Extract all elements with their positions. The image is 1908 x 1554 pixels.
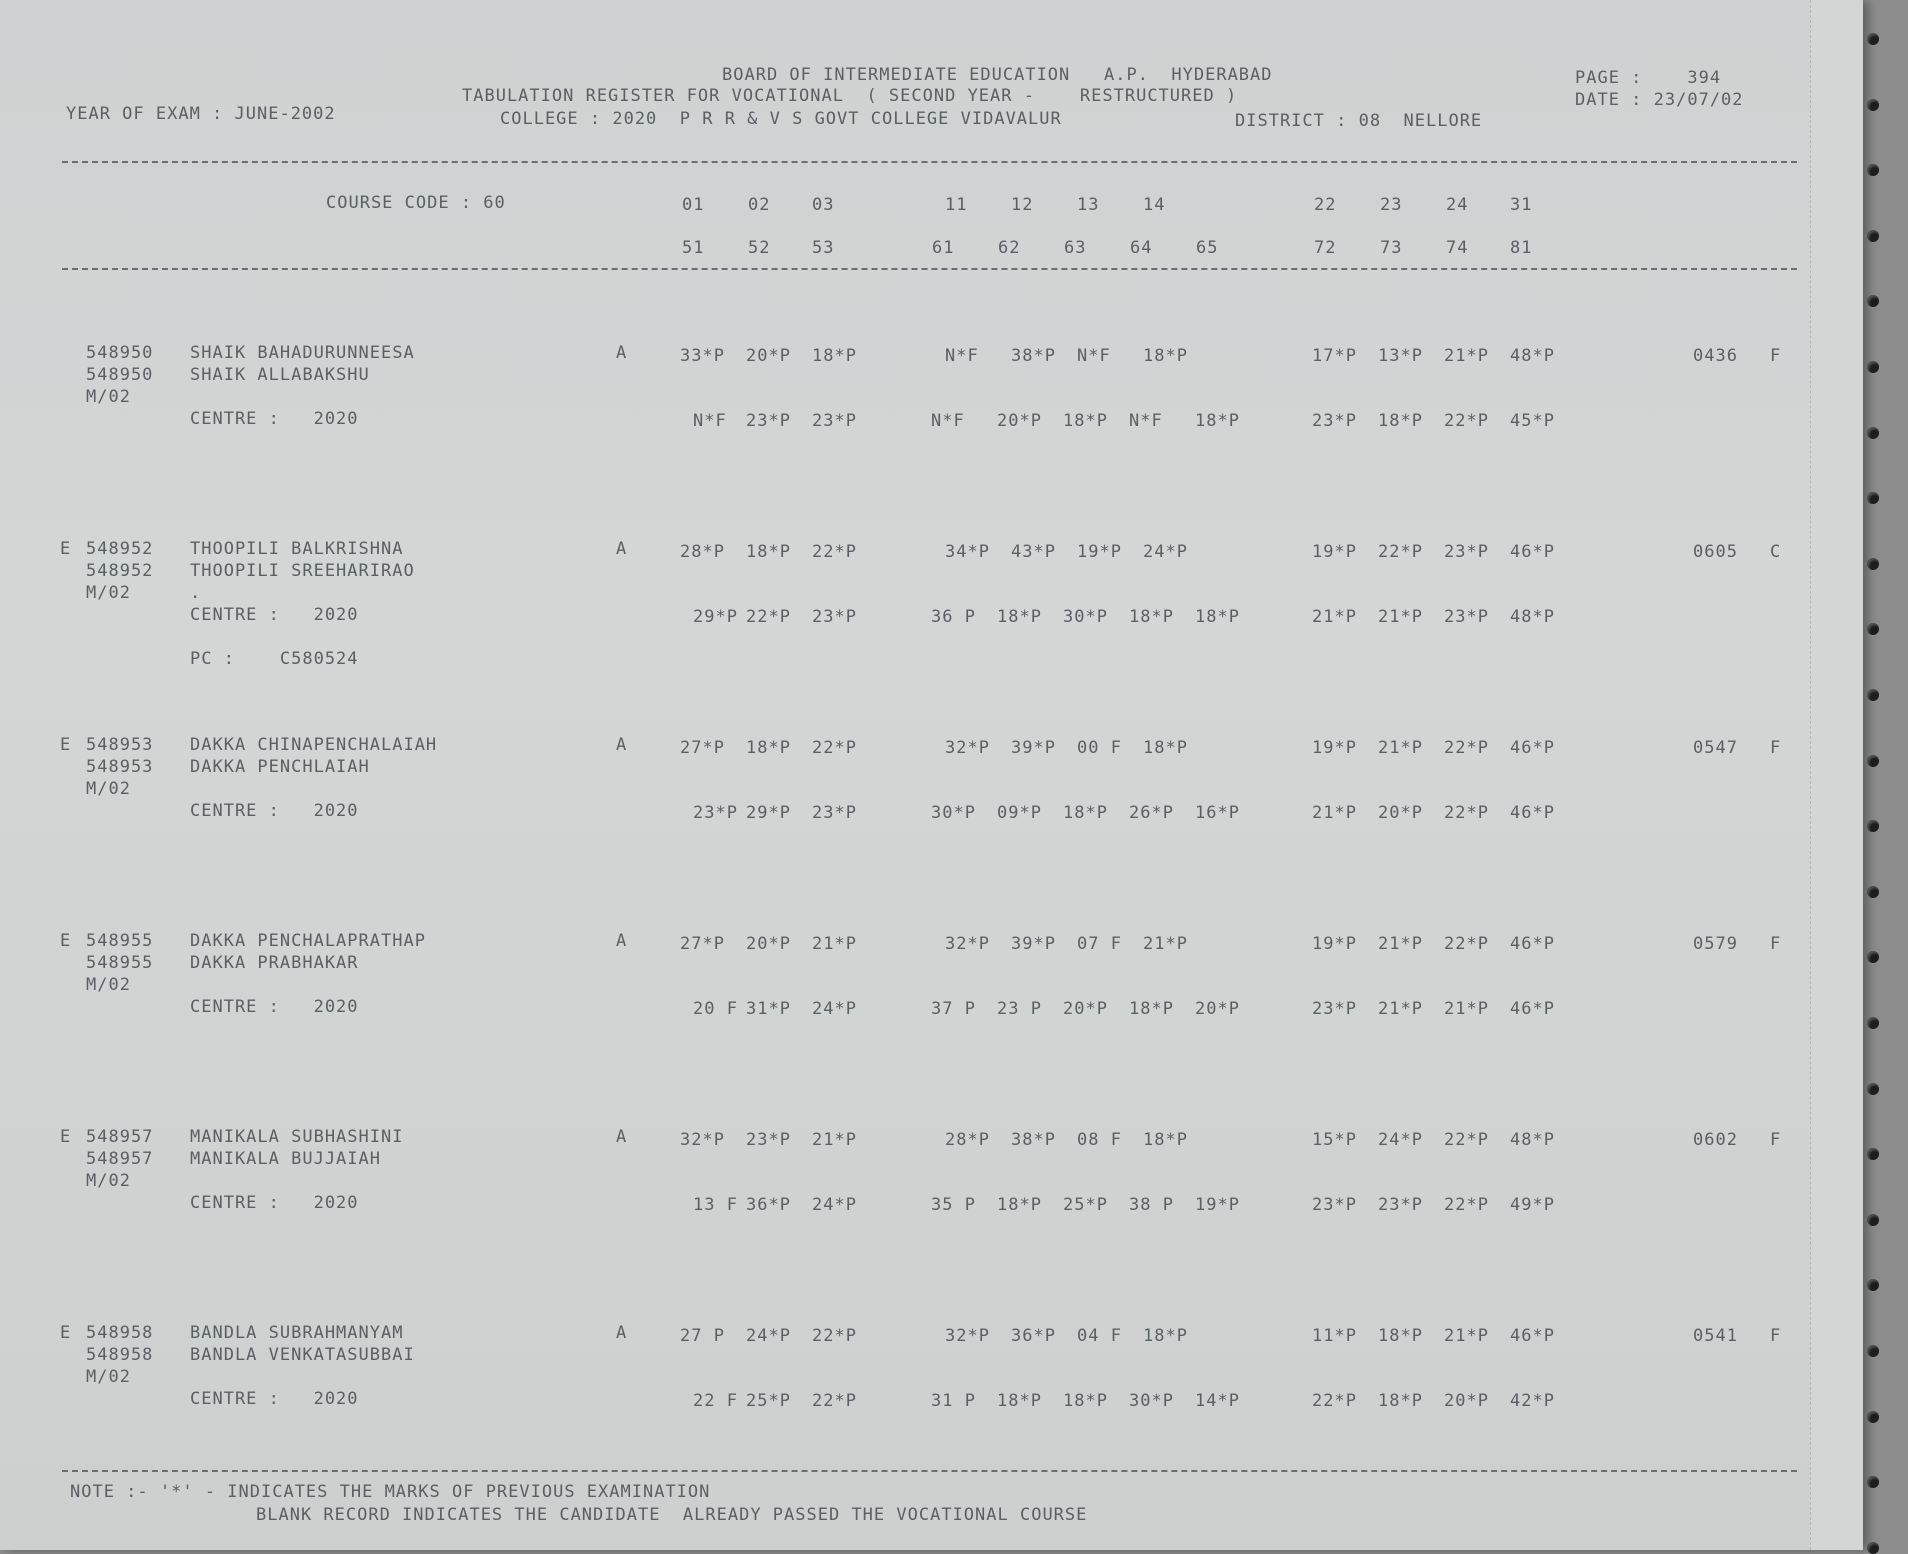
mark-cell: 18*P (997, 607, 1042, 627)
mark-cell: 23*P (812, 803, 857, 823)
mark-cell: 22*P (1444, 1130, 1489, 1150)
course-code: 62 (998, 238, 1021, 258)
record-prefix: E (60, 735, 72, 755)
mark-cell: 13 F (693, 1195, 738, 1215)
month-year-code: M/02 (86, 387, 131, 407)
candidate-name: DAKKA PENCHALAPRATHAP (190, 931, 426, 951)
mark-cell: 39*P (1011, 738, 1056, 758)
record-prefix: E (60, 1127, 72, 1147)
total-marks: 0436 (1693, 346, 1738, 366)
mark-cell: 21*P (1312, 607, 1357, 627)
mark-cell: 29*P (746, 803, 791, 823)
result-code: F (1770, 738, 1782, 758)
mark-cell: 27 P (680, 1326, 725, 1346)
mark-cell: 18*P (997, 1195, 1042, 1215)
course-code: 51 (682, 238, 705, 258)
mark-cell: 46*P (1510, 542, 1555, 562)
candidate-name: MANIKALA SUBHASHINI (190, 1127, 404, 1147)
mark-cell: 21*P (1444, 999, 1489, 1019)
feed-hole (1867, 1214, 1879, 1226)
mark-cell: 37 P (931, 999, 976, 1019)
candidate-name: SHAIK BAHADURUNNEESA (190, 343, 415, 363)
mark-cell: N*F (1129, 411, 1163, 431)
course-code: 31 (1510, 195, 1533, 215)
note-line-1: NOTE :- '*' - INDICATES THE MARKS OF PREVIOUS EXAMINATION (70, 1482, 711, 1502)
mark-cell: 32*P (680, 1130, 725, 1150)
mark-cell: 34*P (945, 542, 990, 562)
mark-cell: 19*P (1195, 1195, 1240, 1215)
mark-cell: 20*P (1063, 999, 1108, 1019)
course-code: 52 (748, 238, 771, 258)
mark-cell: 13*P (1378, 346, 1423, 366)
result-code: C (1770, 542, 1782, 562)
mark-cell: 18*P (812, 346, 857, 366)
feed-hole (1867, 1411, 1879, 1423)
candidate-name: THOOPILI BALKRISHNA (190, 539, 404, 559)
mark-cell: 21*P (1312, 803, 1357, 823)
course-code: 01 (682, 195, 705, 215)
board-title: BOARD OF INTERMEDIATE EDUCATION A.P. HYDERABAD (722, 65, 1273, 85)
pc-number: PC : C580524 (190, 649, 359, 669)
mark-cell: 30*P (1129, 1391, 1174, 1411)
course-code-label: COURSE CODE : 60 (326, 193, 506, 213)
centre-code: CENTRE : 2020 (190, 605, 359, 625)
mark-cell: 18*P (1195, 607, 1240, 627)
feed-hole (1867, 558, 1879, 570)
mark-cell: 20*P (746, 346, 791, 366)
parent-name: MANIKALA BUJJAIAH (190, 1149, 381, 1169)
grade: A (616, 1127, 628, 1147)
mark-cell: 23*P (1312, 1195, 1357, 1215)
feed-hole (1867, 99, 1879, 111)
mark-cell: 23 P (997, 999, 1042, 1019)
course-code: 23 (1380, 195, 1403, 215)
hall-ticket-number: 548952 (86, 561, 154, 581)
feed-hole (1867, 1017, 1879, 1029)
mark-cell: 24*P (812, 999, 857, 1019)
mark-cell: 21*P (1143, 934, 1188, 954)
mark-cell: 22*P (1378, 542, 1423, 562)
mark-cell: 20 F (693, 999, 738, 1019)
mark-cell: 17*P (1312, 346, 1357, 366)
mark-cell: 22*P (1444, 934, 1489, 954)
mark-cell: 45*P (1510, 411, 1555, 431)
course-code: 72 (1314, 238, 1337, 258)
centre-code: CENTRE : 2020 (190, 1193, 359, 1213)
course-code: 13 (1077, 195, 1100, 215)
mark-cell: 11*P (1312, 1326, 1357, 1346)
feed-hole (1867, 1542, 1879, 1554)
parent-name: DAKKA PRABHAKAR (190, 953, 359, 973)
mark-cell: 24*P (746, 1326, 791, 1346)
month-year-code: M/02 (86, 583, 131, 603)
mark-cell: 21*P (812, 934, 857, 954)
feed-hole (1867, 230, 1879, 242)
print-date: DATE : 23/07/02 (1575, 90, 1744, 110)
mark-cell: 22*P (812, 1326, 857, 1346)
mark-cell: 21*P (812, 1130, 857, 1150)
course-code: 73 (1380, 238, 1403, 258)
mark-cell: 38*P (1011, 346, 1056, 366)
mark-cell: 23*P (746, 1130, 791, 1150)
mark-cell: 31*P (746, 999, 791, 1019)
mark-cell: 23*P (1312, 411, 1357, 431)
centre-code: CENTRE : 2020 (190, 1389, 359, 1409)
mark-cell: 25*P (746, 1391, 791, 1411)
mark-cell: 28*P (680, 542, 725, 562)
mark-cell: 22*P (1444, 411, 1489, 431)
feed-hole (1867, 951, 1879, 963)
mark-cell: 21*P (1378, 607, 1423, 627)
hall-ticket-number: 548957 (86, 1149, 154, 1169)
feed-hole (1867, 1279, 1879, 1291)
feed-hole (1867, 820, 1879, 832)
mark-cell: 48*P (1510, 346, 1555, 366)
district-line: DISTRICT : 08 NELLORE (1235, 111, 1483, 131)
mark-cell: 32*P (945, 1326, 990, 1346)
tractor-feed-strip (1810, 0, 1863, 1550)
parent-name: THOOPILI SREEHARIRAO (190, 561, 415, 581)
mark-cell: 25*P (1063, 1195, 1108, 1215)
mark-cell: 23*P (812, 607, 857, 627)
hall-ticket-number: 548950 (86, 365, 154, 385)
mark-cell: 23*P (1378, 1195, 1423, 1215)
feed-hole (1867, 1148, 1879, 1160)
mark-cell: 18*P (1378, 1391, 1423, 1411)
roll-number: 548957 (86, 1127, 154, 1147)
feed-hole (1867, 361, 1879, 373)
centre-code: CENTRE : 2020 (190, 997, 359, 1017)
mark-cell: 00 F (1077, 738, 1122, 758)
mark-cell: 09*P (997, 803, 1042, 823)
mark-cell: 22 F (693, 1391, 738, 1411)
grade: A (616, 1323, 628, 1343)
record-prefix: E (60, 931, 72, 951)
mark-cell: 18*P (1195, 411, 1240, 431)
mark-cell: 24*P (1378, 1130, 1423, 1150)
page-number: PAGE : 394 (1575, 68, 1722, 88)
mark-cell: 23*P (693, 803, 738, 823)
result-code: F (1770, 1130, 1782, 1150)
feed-hole (1867, 755, 1879, 767)
mark-cell: 23*P (1444, 607, 1489, 627)
mark-cell: 35 P (931, 1195, 976, 1215)
feed-hole (1867, 427, 1879, 439)
grade: A (616, 931, 628, 951)
roll-number: 548958 (86, 1323, 154, 1343)
mark-cell: 19*P (1077, 542, 1122, 562)
mark-cell: 18*P (1063, 1391, 1108, 1411)
mark-cell: 23*P (746, 411, 791, 431)
total-marks: 0602 (1693, 1130, 1738, 1150)
feed-hole (1867, 492, 1879, 504)
course-code: 63 (1064, 238, 1087, 258)
centre-code: CENTRE : 2020 (190, 409, 359, 429)
feed-hole (1867, 1476, 1879, 1488)
mark-cell: 14*P (1195, 1391, 1240, 1411)
mark-cell: N*F (945, 346, 979, 366)
mark-cell: 33*P (680, 346, 725, 366)
feed-hole (1867, 164, 1879, 176)
mark-cell: 19*P (1312, 542, 1357, 562)
total-marks: 0547 (1693, 738, 1738, 758)
mark-cell: 22*P (812, 542, 857, 562)
parent-name: DAKKA PENCHLAIAH (190, 757, 370, 777)
month-year-code: M/02 (86, 1171, 131, 1191)
course-code: 61 (932, 238, 955, 258)
course-code: 65 (1196, 238, 1219, 258)
mark-cell: 08 F (1077, 1130, 1122, 1150)
mark-cell: 23*P (1444, 542, 1489, 562)
course-code: 22 (1314, 195, 1337, 215)
feed-hole (1867, 33, 1879, 45)
course-code: 03 (812, 195, 835, 215)
year-of-exam: YEAR OF EXAM : JUNE-2002 (66, 104, 336, 124)
month-year-code: M/02 (86, 1367, 131, 1387)
mark-cell: 18*P (1143, 1326, 1188, 1346)
parent-name: BANDLA VENKATASUBBAI (190, 1345, 415, 1365)
mark-cell: 21*P (1444, 346, 1489, 366)
roll-number: 548953 (86, 735, 154, 755)
rule-header (62, 268, 1797, 270)
mark-cell: 21*P (1378, 738, 1423, 758)
mark-cell: 18*P (1129, 999, 1174, 1019)
rule-top (62, 161, 1797, 163)
mark-cell: 18*P (997, 1391, 1042, 1411)
mark-cell: 19*P (1312, 738, 1357, 758)
result-code: F (1770, 1326, 1782, 1346)
mark-cell: 22*P (1444, 1195, 1489, 1215)
mark-cell: 46*P (1510, 934, 1555, 954)
mark-cell: 20*P (1378, 803, 1423, 823)
mark-cell: 23*P (1312, 999, 1357, 1019)
mark-cell: 21*P (1378, 999, 1423, 1019)
roll-number: 548952 (86, 539, 154, 559)
mark-cell: 27*P (680, 934, 725, 954)
record-prefix: E (60, 539, 72, 559)
mark-cell: 18*P (1143, 346, 1188, 366)
mark-cell: 39*P (1011, 934, 1056, 954)
mark-cell: 48*P (1510, 607, 1555, 627)
mark-cell: 46*P (1510, 1326, 1555, 1346)
mark-cell: 15*P (1312, 1130, 1357, 1150)
mark-cell: 26*P (1129, 803, 1174, 823)
mark-cell: 43*P (1011, 542, 1056, 562)
mark-cell: 48*P (1510, 1130, 1555, 1150)
mark-cell: 18*P (1063, 411, 1108, 431)
mark-cell: 22*P (1444, 803, 1489, 823)
note-line-2: BLANK RECORD INDICATES THE CANDIDATE ALREADY PASSED THE VOCATIONAL COURSE (256, 1505, 1088, 1525)
feed-hole (1867, 1345, 1879, 1357)
mark-cell: 18*P (1378, 411, 1423, 431)
mark-cell: 18*P (746, 738, 791, 758)
centre-code: CENTRE : 2020 (190, 801, 359, 821)
result-code: F (1770, 934, 1782, 954)
mark-cell: 31 P (931, 1391, 976, 1411)
mark-cell: 04 F (1077, 1326, 1122, 1346)
hall-ticket-number: 548953 (86, 757, 154, 777)
mark-cell: N*F (693, 411, 727, 431)
course-code: 53 (812, 238, 835, 258)
mark-cell: 21*P (1378, 934, 1423, 954)
course-code: 81 (1510, 238, 1533, 258)
mark-cell: 22*P (746, 607, 791, 627)
course-code: 14 (1143, 195, 1166, 215)
mark-cell: 36*P (1011, 1326, 1056, 1346)
mark-cell: 07 F (1077, 934, 1122, 954)
feed-hole (1867, 689, 1879, 701)
mark-cell: 46*P (1510, 803, 1555, 823)
mark-cell: 30*P (931, 803, 976, 823)
mark-cell: 16*P (1195, 803, 1240, 823)
mark-cell: 22*P (1444, 738, 1489, 758)
mark-cell: 29*P (693, 607, 738, 627)
mark-cell: 49*P (1510, 1195, 1555, 1215)
mark-cell: 18*P (1063, 803, 1108, 823)
mark-cell: N*F (931, 411, 965, 431)
hall-ticket-number: 548958 (86, 1345, 154, 1365)
course-code: 11 (945, 195, 968, 215)
grade: A (616, 735, 628, 755)
feed-hole (1867, 295, 1879, 307)
mark-cell: N*F (1077, 346, 1111, 366)
total-marks: 0605 (1693, 542, 1738, 562)
mark-cell: 22*P (812, 738, 857, 758)
mark-cell: 18*P (1143, 1130, 1188, 1150)
mark-cell: 28*P (945, 1130, 990, 1150)
record-mark: . (190, 583, 202, 603)
mark-cell: 46*P (1510, 999, 1555, 1019)
roll-number: 548950 (86, 343, 154, 363)
mark-cell: 20*P (1444, 1391, 1489, 1411)
mark-cell: 19*P (1312, 934, 1357, 954)
mark-cell: 36*P (746, 1195, 791, 1215)
mark-cell: 32*P (945, 738, 990, 758)
course-code: 74 (1446, 238, 1469, 258)
course-code: 64 (1130, 238, 1153, 258)
mark-cell: 46*P (1510, 738, 1555, 758)
mark-cell: 24*P (1143, 542, 1188, 562)
college-line: COLLEGE : 2020 P R R & V S GOVT COLLEGE VIDAVALUR (500, 109, 1062, 129)
mark-cell: 22*P (812, 1391, 857, 1411)
register-title: TABULATION REGISTER FOR VOCATIONAL ( SECOND YEAR - RESTRUCTURED ) (462, 86, 1238, 106)
mark-cell: 21*P (1444, 1326, 1489, 1346)
mark-cell: 18*P (1129, 607, 1174, 627)
mark-cell: 38 P (1129, 1195, 1174, 1215)
month-year-code: M/02 (86, 779, 131, 799)
hall-ticket-number: 548955 (86, 953, 154, 973)
mark-cell: 36 P (931, 607, 976, 627)
mark-cell: 20*P (1195, 999, 1240, 1019)
mark-cell: 38*P (1011, 1130, 1056, 1150)
candidate-name: BANDLA SUBRAHMANYAM (190, 1323, 404, 1343)
course-code: 02 (748, 195, 771, 215)
mark-cell: 24*P (812, 1195, 857, 1215)
course-code: 24 (1446, 195, 1469, 215)
mark-cell: 20*P (746, 934, 791, 954)
feed-hole (1867, 1083, 1879, 1095)
grade: A (616, 343, 628, 363)
result-code: F (1770, 346, 1782, 366)
month-year-code: M/02 (86, 975, 131, 995)
roll-number: 548955 (86, 931, 154, 951)
mark-cell: 42*P (1510, 1391, 1555, 1411)
mark-cell: 32*P (945, 934, 990, 954)
total-marks: 0579 (1693, 934, 1738, 954)
feed-hole (1867, 886, 1879, 898)
rule-bottom (62, 1470, 1797, 1472)
record-prefix: E (60, 1323, 72, 1343)
feed-hole (1867, 623, 1879, 635)
mark-cell: 18*P (1143, 738, 1188, 758)
mark-cell: 27*P (680, 738, 725, 758)
mark-cell: 20*P (997, 411, 1042, 431)
course-code: 12 (1011, 195, 1034, 215)
mark-cell: 23*P (812, 411, 857, 431)
mark-cell: 22*P (1312, 1391, 1357, 1411)
total-marks: 0541 (1693, 1326, 1738, 1346)
candidate-name: DAKKA CHINAPENCHALAIAH (190, 735, 438, 755)
parent-name: SHAIK ALLABAKSHU (190, 365, 370, 385)
mark-cell: 18*P (746, 542, 791, 562)
grade: A (616, 539, 628, 559)
mark-cell: 18*P (1378, 1326, 1423, 1346)
mark-cell: 30*P (1063, 607, 1108, 627)
